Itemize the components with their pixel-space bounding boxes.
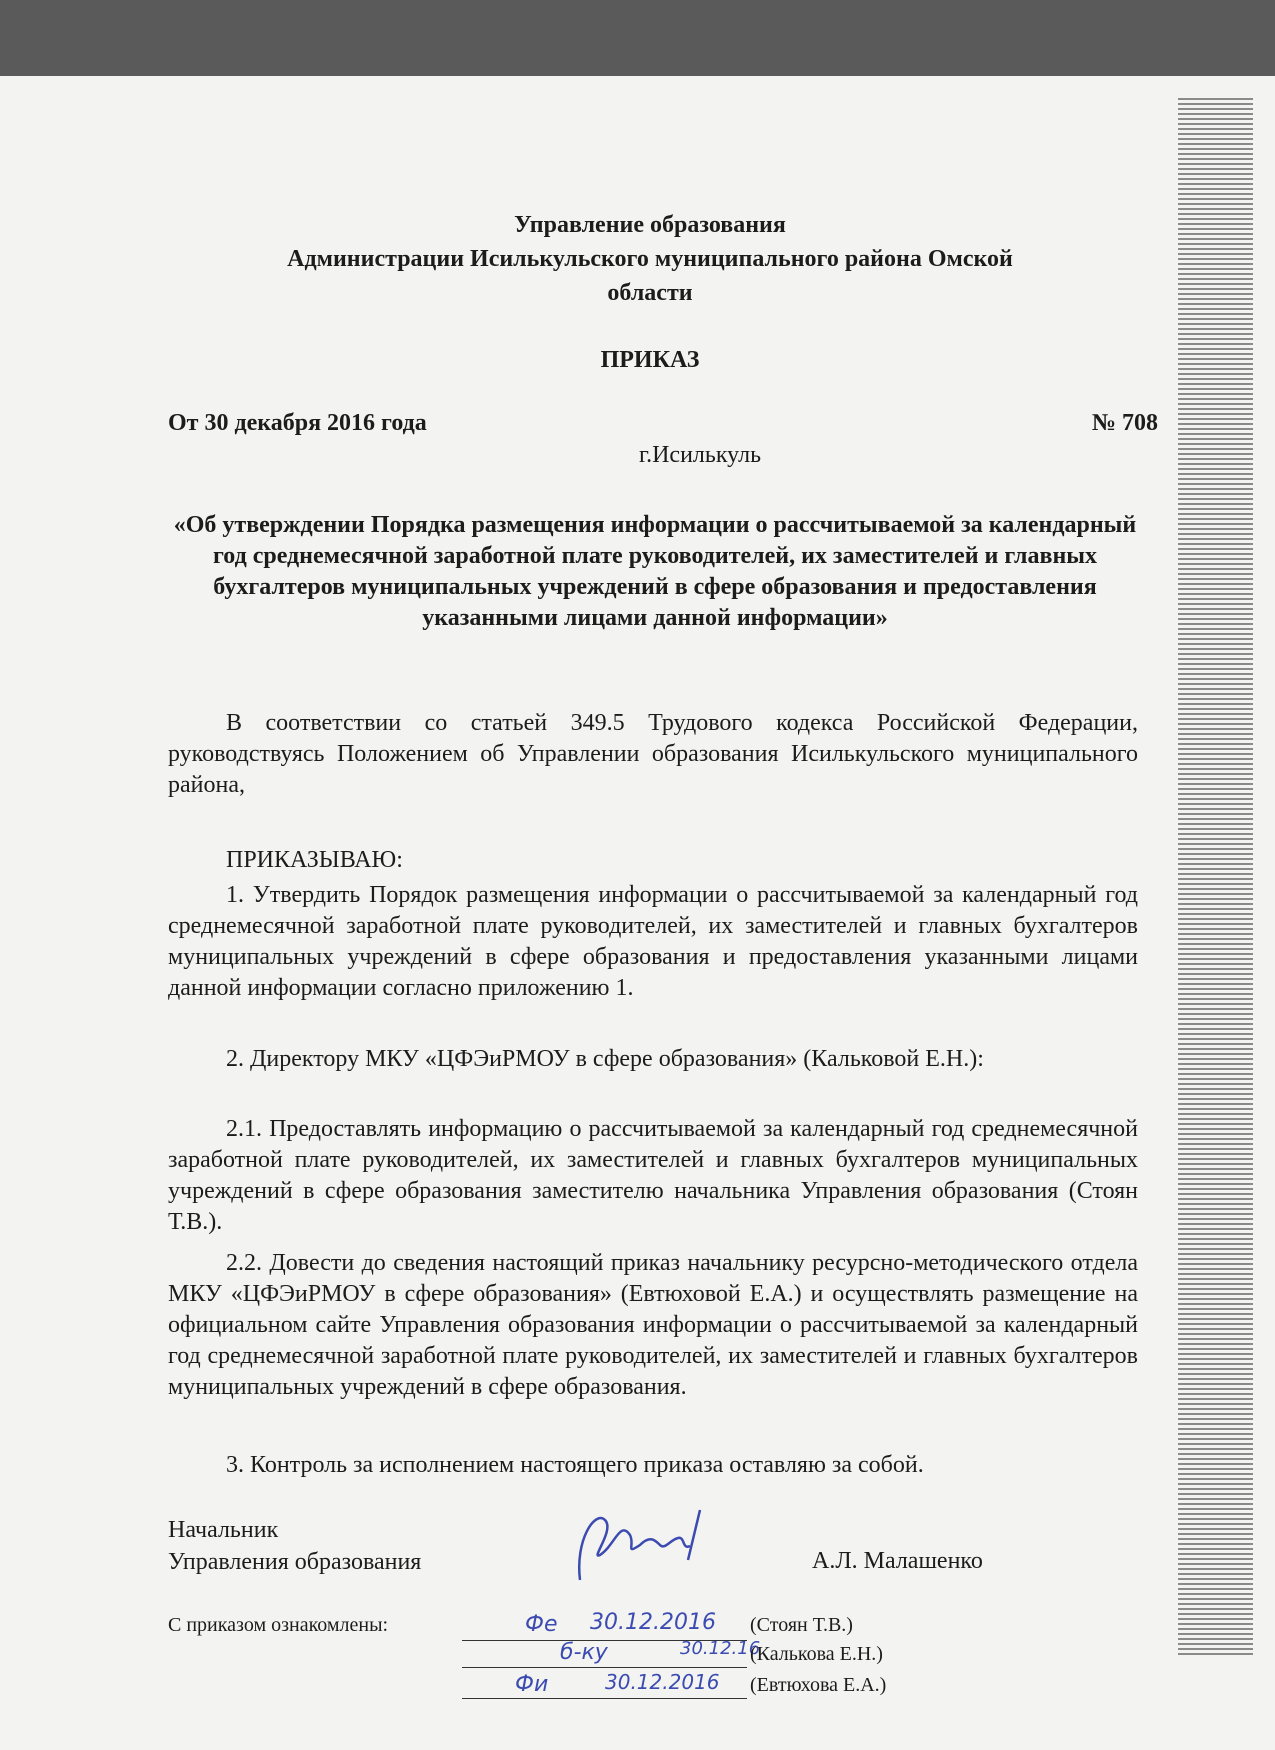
doc-date: От 30 декабря 2016 года bbox=[168, 410, 427, 436]
org-name-line2: Администрации Исилькульского муниципального района Омской bbox=[287, 246, 1013, 272]
signer-title-line2: Управления образования bbox=[168, 1549, 422, 1575]
signer-name: А.Л. Малашенко bbox=[812, 1548, 983, 1574]
ack-name-2: (Калькова Е.Н.) bbox=[750, 1643, 883, 1665]
item-2-1: 2.1. Предоставлять информацию о рассчитываемой за календарный год среднемесячной заработной плате руководителей, их заместителей и главных бухгалтеров муниципальных учреждений в сфере образования заместителю начальника Управления образования (Стоян Т.В.). bbox=[168, 1116, 1138, 1235]
ack-date-3: 30.12.2016 bbox=[605, 1670, 720, 1694]
doc-type: ПРИКАЗ bbox=[600, 347, 700, 373]
doc-subject: «Об утверждении Порядка размещения информации о рассчитываемой за календарный год среднемесячной заработной плате руководителей, их заместителей и главных бухгалтеров муниципальных учреждений в сфере образования и предоставления указанными лицами данной информации» bbox=[173, 512, 1137, 631]
ack-line-2 bbox=[462, 1667, 747, 1668]
preamble: В соответствии со статьей 349.5 Трудового кодекса Российской Федерации, руководствуясь Положением об Управлении образования Исилькульского муниципального района, bbox=[168, 710, 1138, 798]
ack-name-1: (Стоян Т.В.) bbox=[750, 1614, 853, 1636]
ack-signature-1: Фе bbox=[525, 1612, 558, 1637]
item-1: 1. Утвердить Порядок размещения информации о рассчитываемой за календарный год среднемесячной заработной плате руководителей, их заместителей и главных бухгалтеров муниципальных учреждений в сфере образования и предоставления указанными лицами данной информации согласно приложению 1. bbox=[168, 882, 1138, 1001]
ack-label: С приказом ознакомлены: bbox=[168, 1614, 389, 1636]
item-2: 2. Директору МКУ «ЦФЭиРМОУ в сфере образования» (Кальковой Е.Н.): bbox=[226, 1046, 984, 1072]
ack-name-3: (Евтюхова Е.А.) bbox=[750, 1674, 887, 1696]
director-signature bbox=[560, 1500, 730, 1590]
ack-signature-3: Фи bbox=[515, 1672, 549, 1697]
doc-city: г.Исилькуль bbox=[638, 442, 762, 468]
item-2-2: 2.2. Довести до сведения настоящий приказ начальнику ресурсно-методического отдела МКУ «ЦФЭиРМОУ в сфере образования» (Евтюховой Е.А.) и осуществлять размещение на официальном сайте Управления образования информации о рассчитываемой за календарный год среднемесячной заработной плате руководителей, их заместителей и главных бухгалтеров муниципальных учреждений в сфере образования. bbox=[168, 1250, 1138, 1400]
ack-date-2: 30.12.16 bbox=[680, 1638, 761, 1659]
date-number-row bbox=[168, 410, 1158, 437]
doc-number: № 708 bbox=[1091, 410, 1158, 436]
item-3: 3. Контроль за исполнением настоящего приказа оставляю за собой. bbox=[226, 1452, 924, 1478]
ack-date-1: 30.12.2016 bbox=[590, 1610, 716, 1635]
ack-signature-2: б-ку bbox=[560, 1640, 608, 1665]
ack-line-3 bbox=[462, 1698, 747, 1699]
org-name-line1: Управление образования bbox=[514, 212, 786, 238]
order-word: ПРИКАЗЫВАЮ: bbox=[226, 847, 403, 873]
org-name-line3: области bbox=[607, 280, 693, 306]
signer-title-line1: Начальник bbox=[168, 1517, 279, 1543]
scan-edge-artifact bbox=[1178, 95, 1253, 1655]
